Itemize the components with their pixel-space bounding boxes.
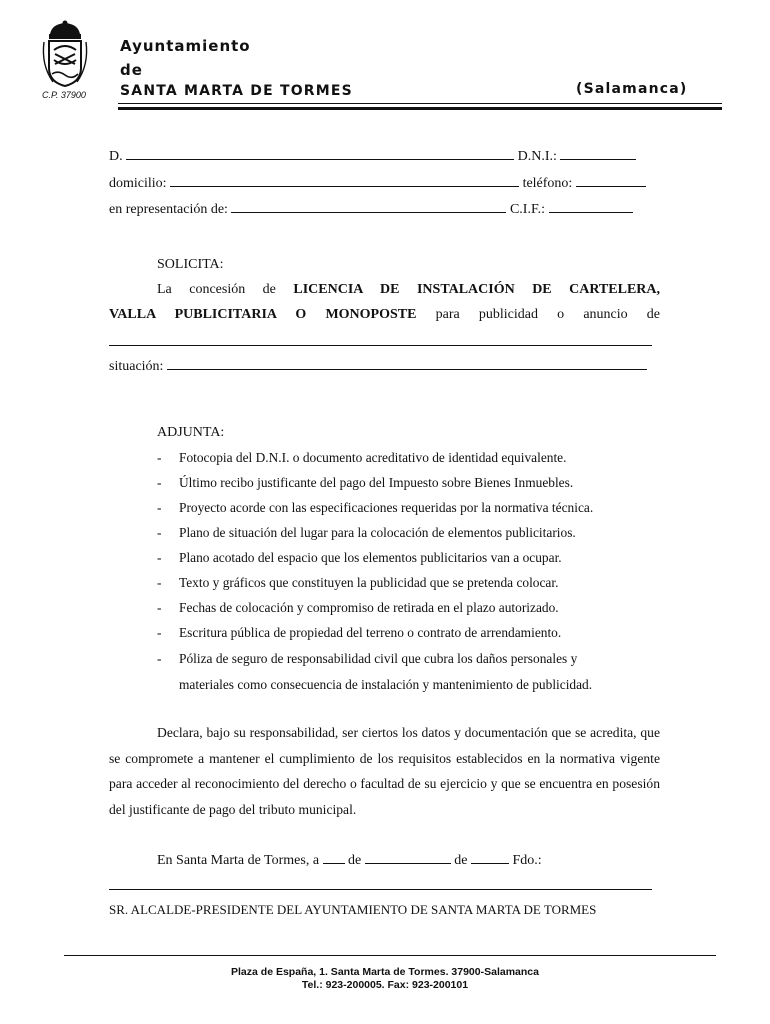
day-field[interactable] (323, 850, 345, 864)
bullet-dash: - (157, 500, 162, 515)
addressee: SR. ALCALDE-PRESIDENTE DEL AYUNTAMIENTO DE SANTA MARTA DE TORMES (109, 902, 597, 917)
adjunta-item-text: materiales como consecuencia de instalación y mantenimiento de publicidad. (179, 677, 593, 692)
adjunta-item-text: Plano de situación del lugar para la colocación de elementos publicitarios. (179, 525, 576, 540)
year-field[interactable] (471, 850, 509, 864)
field-row-address (109, 173, 646, 193)
signature-field[interactable] (109, 889, 652, 890)
adjunta-item-text: Fechas de colocación y compromiso de retirada en el plazo autorizado. (179, 600, 559, 615)
cif-label: C.I.F.: (509, 202, 546, 217)
declaration-text: Declara, bajo su responsabilidad, ser ciertos los datos y documentación que se acredita, que se compromete a mantener el cumplimiento de los requisitos establecidos en la normativa vigente para acceder al reconocimiento del derecho o facultad de su ejercicio y que se encuentra en posesión del justificante de pago del tributo municipal. (109, 725, 660, 817)
adjunta-item-text: Plano acotado del espacio que los elementos publicitarios van a ocupar. (179, 550, 562, 565)
dni-label: D.N.I.: (517, 149, 557, 164)
adjunta-item-text: Póliza de seguro de responsabilidad civil que cubra los daños personales y (179, 651, 578, 666)
bullet-dash: - (157, 575, 162, 590)
coat-of-arms-icon (40, 20, 90, 90)
domicilio-field[interactable] (170, 173, 519, 187)
bullet-dash: - (157, 475, 162, 490)
footer-phones: Tel.: 923-200005. Fax: 923-200101 (301, 979, 469, 991)
adjunta-item-text: Último recibo justificante del pago del Impuesto sobre Bienes Inmuebles. (179, 475, 574, 490)
header-title-line2: de (120, 61, 143, 79)
field-row-representation (109, 199, 633, 219)
header-rule-thin (118, 103, 722, 104)
solicita-license-type-cont: VALLA PUBLICITARIA O MONOPOSTE (109, 307, 417, 322)
dni-field[interactable] (560, 146, 636, 160)
adjunta-heading: ADJUNTA: (157, 425, 225, 440)
field-row-name (109, 146, 636, 166)
bullet-dash: - (157, 600, 162, 615)
domicilio-label: domicilio: (109, 176, 167, 191)
header-title-line3: SANTA MARTA DE TORMES (120, 83, 353, 99)
advertisement-field[interactable] (109, 345, 652, 346)
telefono-field[interactable] (576, 173, 646, 187)
solicita-line2 (109, 307, 660, 323)
solicita-line1 (109, 282, 660, 298)
adjunta-item-text: Proyecto acorde con las especificaciones requeridas por la normativa técnica. (179, 500, 594, 515)
solicita-line2-rest: para publicidad o anuncio de (435, 307, 661, 322)
cif-field[interactable] (549, 199, 633, 213)
representacion-field[interactable] (231, 199, 506, 213)
fdo-label: Fdo.: (512, 853, 542, 868)
solicita-heading: SOLICITA: (157, 257, 224, 272)
adjunta-item-text: Texto y gráficos que constituyen la publicidad que se pretenda colocar. (179, 575, 559, 590)
bullet-dash: - (157, 525, 162, 540)
d-label: D. (109, 149, 123, 164)
bullet-dash: - (157, 450, 162, 465)
signature-row (157, 850, 542, 870)
bullet-dash: - (157, 625, 162, 640)
situacion-field[interactable] (167, 356, 647, 370)
telefono-label: teléfono: (522, 176, 573, 191)
solicita-license-type: LICENCIA DE INSTALACIÓN DE CARTELERA, (293, 282, 661, 297)
header-rule-thick (118, 107, 722, 110)
bullet-dash: - (157, 550, 162, 565)
representacion-label: en representación de: (109, 202, 228, 217)
adjunta-item-text: Fotocopia del D.N.I. o documento acreditativo de identidad equivalente. (179, 450, 567, 465)
footer-address: Plaza de España, 1. Santa Marta de Tormes. 37900-Salamanca (231, 966, 539, 978)
postal-code: C.P. 37900 (42, 90, 86, 100)
footer-rule (64, 955, 716, 956)
situacion-label: situación: (109, 359, 164, 374)
bullet-dash: - (157, 651, 162, 666)
place-label: En Santa Marta de Tormes, a (157, 853, 320, 868)
name-field[interactable] (126, 146, 514, 160)
header-title-line1: Ayuntamiento (120, 37, 251, 55)
header-province: (Salamanca) (576, 81, 688, 97)
month-field[interactable] (365, 850, 451, 864)
solicita-line1-start: La concesión de (157, 282, 276, 297)
de-label-2: de (454, 853, 468, 868)
de-label-1: de (348, 853, 362, 868)
field-row-situation (109, 356, 647, 376)
adjunta-item-text: Escritura pública de propiedad del terreno o contrato de arrendamiento. (179, 625, 562, 640)
